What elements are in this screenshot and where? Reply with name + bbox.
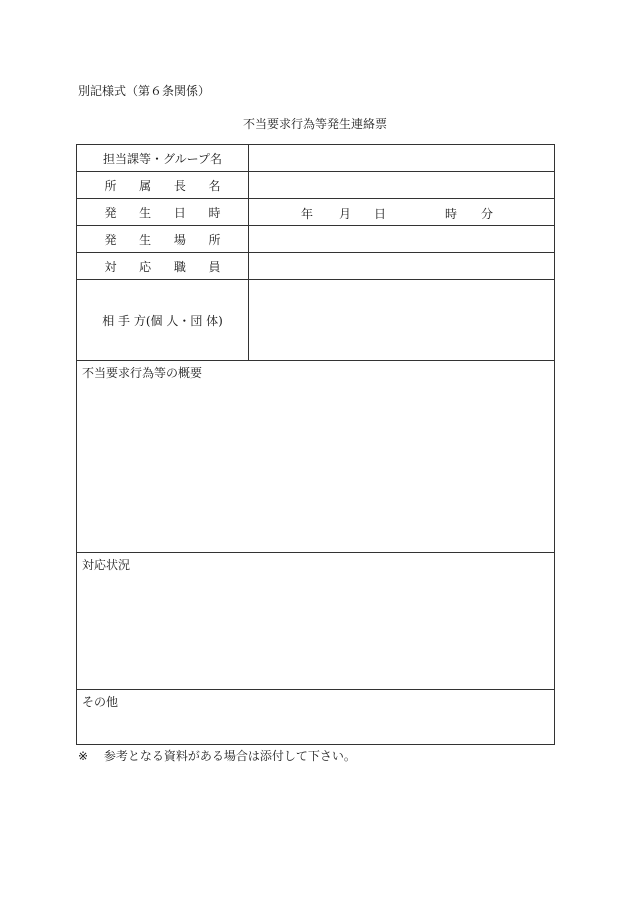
row-occurrence-datetime: [77, 199, 555, 226]
unit-minute: 分: [481, 207, 494, 221]
label-other: その他: [82, 695, 119, 709]
form-header: 別記様式（第６条関係）: [78, 84, 211, 98]
label-location-cell: [77, 226, 249, 253]
field-location[interactable]: [249, 226, 555, 253]
label-manager: 所 属 長 名: [104, 178, 221, 193]
row-other: [77, 690, 555, 745]
row-manager: [77, 172, 555, 199]
label-manager-cell: [77, 172, 249, 199]
field-other[interactable]: [77, 690, 555, 745]
unit-hour: 時: [445, 207, 458, 221]
datetime-units: [249, 199, 554, 225]
label-datetime-cell: [77, 199, 249, 226]
label-datetime: 発 生 日 時: [104, 205, 221, 220]
unit-year: 年: [301, 207, 314, 221]
field-staff[interactable]: [249, 253, 555, 280]
unit-month: 月: [339, 207, 352, 221]
field-summary[interactable]: [77, 361, 555, 553]
reference-mark: ※: [78, 749, 89, 763]
field-counterparty[interactable]: [249, 280, 555, 361]
report-form-table: [76, 144, 555, 745]
label-staff: 対 応 職 員: [104, 259, 221, 274]
label-location: 発 生 場 所: [104, 232, 221, 247]
label-department-cell: [77, 145, 249, 172]
row-counterparty: [77, 280, 555, 361]
field-response[interactable]: [77, 553, 555, 690]
footnote: [78, 747, 356, 764]
label-counterparty-cell: [77, 280, 249, 361]
field-datetime[interactable]: [249, 199, 555, 226]
footnote-text: 参考となる資料がある場合は添付して下さい。: [103, 749, 356, 763]
label-response: 対応状況: [82, 558, 131, 572]
field-manager[interactable]: [249, 172, 555, 199]
label-counterparty: 相 手 方(個 人・団 体): [102, 313, 223, 328]
label-department: 担当課等・グループ名: [102, 151, 223, 166]
row-staff: [77, 253, 555, 280]
row-department: [77, 145, 555, 172]
label-summary: 不当要求行為等の概要: [82, 366, 203, 380]
row-location: [77, 226, 555, 253]
field-department[interactable]: [249, 145, 555, 172]
unit-day: 日: [374, 207, 387, 221]
row-summary: [77, 361, 555, 553]
page-title: 不当要求行為等発生連絡票: [242, 117, 387, 131]
label-staff-cell: [77, 253, 249, 280]
row-response: [77, 553, 555, 690]
